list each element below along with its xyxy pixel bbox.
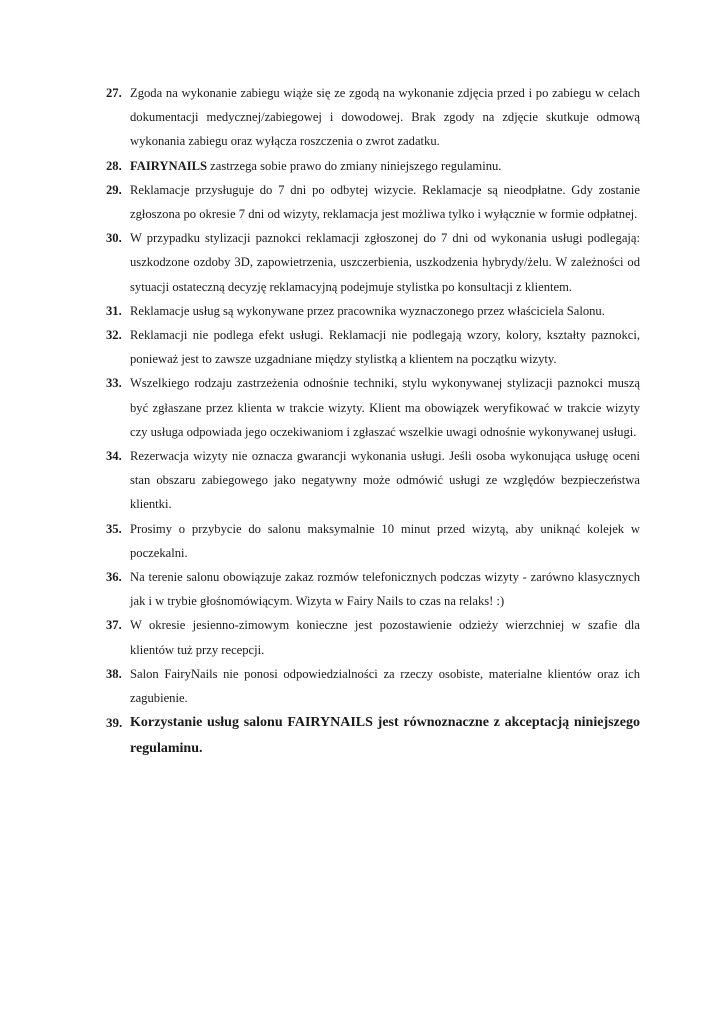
item-number: 35.: [106, 521, 122, 536]
item-number: 36.: [106, 570, 122, 585]
list-item-37: [106, 613, 640, 661]
item-number: 34.: [106, 449, 122, 464]
item-number: 39.: [106, 715, 123, 731]
item-text: Na terenie salonu obowiązuje zakaz rozmów telefonicznych podczas wizyty - zarówno klasycznych jak i w trybie głośnomówiącym. Wizyta w Fairy Nails to czas na relaks! :): [130, 570, 640, 609]
list-item-36: [106, 565, 640, 613]
list-item-34: [106, 444, 640, 517]
list-item-31: [106, 299, 640, 323]
item-number: 28.: [106, 158, 122, 173]
item-text: Zgoda na wykonanie zabiegu wiąże się ze zgodą na wykonanie zdjęcia przed i po zabiegu w celach dokumentacji medycznej/zabiegowej i dowodowej. Brak zgody na zdjęcie skutkuje odmową wykonania zabiegu oraz wyłącza roszczenia o zwrot zadatku.: [130, 86, 640, 149]
list-item-35: [106, 517, 640, 565]
item-number: 32.: [106, 328, 122, 343]
list-item-38: [106, 662, 640, 710]
item-text: W przypadku stylizacji paznokci reklamacji zgłoszonej do 7 dni od wykonania usługi podlegają: uszkodzone ozdoby 3D, zapowietrzenia, uszczerbienia, uszkodzenia hybrydy/żelu. W zależności od sytuacji ostateczną decyzję reklamacyjną podejmuje stylistka po konsultacji z klientem.: [130, 231, 640, 294]
item-number: 38.: [106, 666, 122, 681]
list-item-28: [106, 154, 640, 178]
item-text-rest: zastrzega sobie prawo do zmiany niniejszego regulaminu.: [207, 158, 502, 173]
list-item-27: [106, 81, 640, 154]
item-number: 30.: [106, 231, 122, 246]
list-item-39: [106, 710, 640, 762]
list-item-32: [106, 323, 640, 371]
item-number: 37.: [106, 618, 122, 633]
item-text: [130, 159, 501, 173]
item-number: 27.: [106, 86, 122, 100]
item-text: Wszelkiego rodzaju zastrzeżenia odnośnie techniki, stylu wykonywanej stylizacji paznokci muszą być zgłaszane przez klienta w trakcie wizyty. Klient ma obowiązek weryfikować w trakcie wizyty czy usługa odpowiada jego oczekiwaniom i zgłaszać wszelkie uwagi odnośnie wykonywanej usługi.: [130, 376, 640, 439]
brand-name: FAIRYNAILS: [130, 158, 207, 173]
item-number: 29.: [106, 182, 122, 197]
list-item-30: [106, 226, 640, 299]
item-text: Reklamacje przysługuje do 7 dni po odbytej wizycie. Reklamacje są nieodpłatne. Gdy zostanie zgłoszona po okresie 7 dni od wizyty, reklamacja jest możliwa tylko i wyłącznie w formie odpłatnej.: [130, 182, 640, 222]
item-text: Prosimy o przybycie do salonu maksymalnie 10 minut przed wizytą, aby uniknąć kolejek w poczekalni.: [130, 521, 640, 560]
item-text: Rezerwacja wizyty nie oznacza gwarancji wykonania usługi. Jeśli osoba wykonująca usługę oceni stan obszaru zabiegowego jako negatywny może odmówić usługi ze względów bezpieczeństwa klientki.: [130, 449, 640, 512]
item-text: W okresie jesienno-zimowym konieczne jest pozostawienie odzieży wierzchniej w szafie dla klientów tuż przy recepcji.: [130, 618, 640, 657]
item-text: Reklamacji nie podlega efekt usługi. Reklamacji nie podlegają wzory, kolory, kształty paznokci, ponieważ jest to zawsze uzgadniane między stylistką a klientem na początku wizyty.: [130, 328, 640, 367]
item-text: Reklamacje usług są wykonywane przez pracownika wyznaczonego przez właściciela Salonu.: [130, 303, 605, 318]
item-number: 33.: [106, 376, 122, 391]
item-text: Salon FairyNails nie ponosi odpowiedzialności za rzeczy osobiste, materialne klientów oraz ich zagubienie.: [130, 666, 640, 706]
item-number: 31.: [106, 303, 122, 318]
list-item-29: [106, 178, 640, 226]
regulations-list: [106, 81, 640, 762]
list-item-33: [106, 371, 640, 444]
item-text: Korzystanie usług salonu FAIRYNAILS jest równoznaczne z akceptacją niniejszego regulaminu.: [130, 715, 640, 757]
